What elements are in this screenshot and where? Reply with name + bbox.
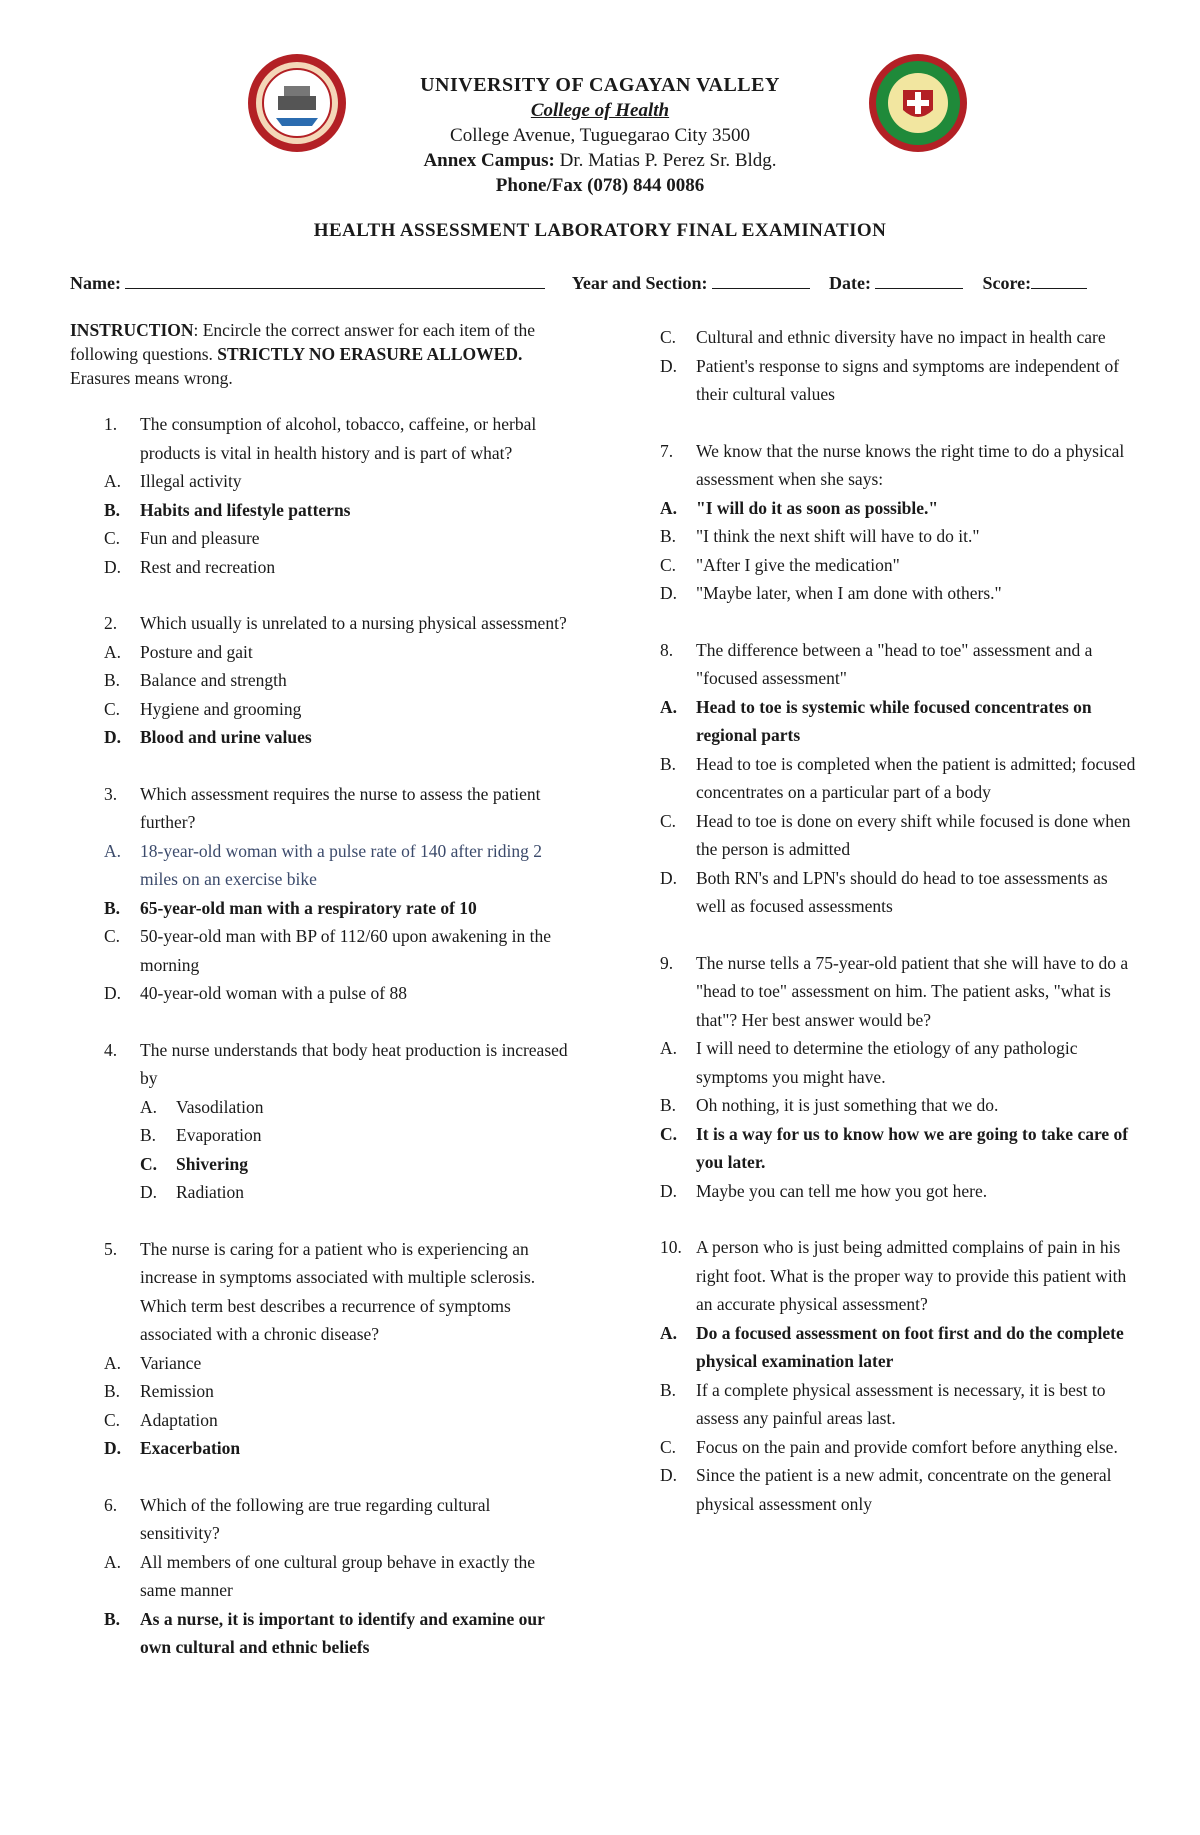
option-text: Maybe you can tell me how you got here. [696,1180,988,1201]
question-5 [70,1235,570,1463]
option-c[interactable] [70,1406,570,1435]
option-text: Head to toe is completed when the patient is admitted; focused concentrates on a particular part of a body [696,753,1136,802]
option-c[interactable] [70,695,570,724]
option-letter: C. [660,1436,677,1457]
option-a[interactable] [70,1548,570,1605]
option-c[interactable] [660,1120,1140,1177]
option-text: Both RN's and LPN's should do head to toe assessments as well as focused assessments [696,867,1108,916]
option-b[interactable] [660,522,1140,551]
question-9 [660,949,1140,1206]
option-letter: A. [104,1551,122,1572]
question-stem: The consumption of alcohol, tobacco, caffeine, or herbal products is vital in health history and is part of what? [140,414,537,463]
question-10 [660,1233,1140,1518]
left-column [70,318,570,1690]
right-column [660,323,1140,1546]
option-c[interactable] [660,323,1140,352]
question-number: 10. [660,1237,682,1257]
option-letter: D. [104,1438,122,1458]
question-stem: Which of the following are true regarding cultural sensitivity? [140,1494,491,1543]
option-d[interactable] [70,553,570,582]
option-d[interactable] [70,723,570,752]
option-a[interactable] [70,837,570,894]
option-b[interactable] [70,894,570,923]
question-8 [660,636,1140,921]
question-stem: We know that the nurse knows the right time to do a physical assessment when she says: [696,440,1125,489]
option-letter: A. [660,1322,678,1343]
option-text: Head to toe is systemic while focused concentrates on regional parts [696,696,1092,745]
option-letter: C. [140,1153,158,1174]
option-text: I will need to determine the etiology of any pathologic symptoms you might have. [696,1038,1078,1087]
option-letter: B. [660,753,677,774]
question-number: 7. [660,440,674,461]
option-a[interactable] [70,1349,570,1378]
option-d[interactable] [660,1461,1140,1518]
option-c[interactable] [660,1433,1140,1462]
question-number: 2. [104,613,118,633]
option-d[interactable] [660,579,1140,608]
question-stem: The difference between a "head to toe" assessment and a "focused assessment" [696,639,1093,688]
option-letter: C. [104,1409,121,1430]
date-field[interactable] [875,270,963,289]
option-letter: C. [104,698,121,719]
option-letter: A. [104,641,122,662]
option-text: Fun and pleasure [140,528,260,548]
option-c[interactable] [70,1150,570,1179]
option-letter: D. [660,1465,678,1485]
option-b[interactable] [660,1091,1140,1120]
option-b[interactable] [660,750,1140,807]
option-b[interactable] [70,496,570,525]
option-letter: A. [104,471,122,491]
option-text: Radiation [176,1182,245,1202]
address: College Avenue, Tuguegarao City 3500 [450,125,750,146]
question-stem: The nurse understands that body heat production is increased by [140,1039,568,1088]
option-letter: B. [660,526,677,546]
college-name: College of Health [530,100,670,121]
question-stem: A person who is just being admitted complains of pain in his right foot. What is the proper way to provide this patient with an accurate physical assessment? [696,1237,1127,1314]
exam-title: HEALTH ASSESSMENT LABORATORY FINAL EXAMINATION [313,220,887,241]
option-letter: B. [104,499,121,520]
option-letter: B. [104,1381,121,1401]
year-section-field[interactable] [712,270,810,289]
question-number: 4. [104,1039,118,1060]
option-c[interactable] [660,551,1140,580]
option-text: Posture and gait [140,641,253,662]
option-text: "I think the next shift will have to do it." [696,526,980,546]
option-text: All members of one cultural group behave in exactly the same manner [140,1551,536,1600]
option-text: Since the patient is a new admit, concentrate on the general physical assessment only [696,1465,1112,1514]
option-letter: B. [104,897,121,918]
annex-campus [0,148,1200,173]
option-text: As a nurse, it is important to identify and examine our own cultural and ethnic beliefs [140,1608,545,1657]
option-d[interactable] [70,979,570,1008]
instruction-text: : Encircle the correct answer for each item of the following questions. [70,320,536,364]
option-text: Exacerbation [140,1438,241,1458]
option-a[interactable] [660,1319,1140,1376]
option-letter: B. [660,1379,677,1400]
question-stem: The nurse is caring for a patient who is experiencing an increase in symptoms associated with multiple sclerosis. Which term best describes a recurrence of symptoms associated with a chronic disease? [140,1238,536,1344]
question-2 [70,609,570,752]
option-letter: D. [104,727,122,747]
question-number: 3. [104,783,118,804]
question-4 [70,1036,570,1207]
option-text: "I will do it as soon as possible." [696,497,939,518]
option-text: Focus on the pain and provide comfort before anything else. [696,1436,1118,1457]
instruction [70,318,570,390]
option-d[interactable] [70,1434,570,1463]
option-text: It is a way for us to know how we are going to take care of you later. [696,1123,1129,1172]
option-text: Patient's response to signs and symptoms are independent of their cultural values [696,355,1120,404]
university-name: UNIVERSITY OF CAGAYAN VALLEY [420,74,780,96]
option-letter: B. [104,1608,121,1629]
option-d[interactable] [70,1178,570,1207]
student-info-line [70,270,1130,294]
option-a[interactable] [660,693,1140,750]
option-d[interactable] [660,1177,1140,1206]
option-b[interactable] [70,1121,570,1150]
option-b[interactable] [70,1605,570,1662]
option-text: "After I give the medication" [696,554,900,575]
option-letter: C. [660,810,677,831]
question-1 [70,410,570,581]
instruction-label: INSTRUCTION [70,320,194,340]
option-text: If a complete physical assessment is necessary, it is best to assess any painful areas last. [696,1379,1106,1428]
phone-fax: Phone/Fax (078) 844 0086 [495,175,705,196]
option-letter: B. [140,1125,157,1145]
option-letter: D. [660,867,678,888]
annex-label: Annex Campus: [423,150,555,171]
option-text: Adaptation [140,1409,218,1430]
option-text: Evaporation [176,1125,262,1145]
option-b[interactable] [70,1377,570,1406]
option-text: Habits and lifestyle patterns [140,499,351,520]
year-section-label: Year and Section: [571,273,708,293]
question-number: 1. [104,414,118,434]
question-6 [70,1491,570,1662]
option-b[interactable] [70,666,570,695]
option-letter: A. [104,1352,122,1373]
option-text: Do a focused assessment on foot first and do the complete physical examination later [696,1322,1124,1371]
option-text: 65-year-old man with a respiratory rate of 10 [140,897,477,918]
option-text: Oh nothing, it is just something that we do. [696,1095,999,1115]
option-text: 40-year-old woman with a pulse of 88 [140,983,407,1003]
date-label: Date: [829,273,871,293]
score-label: Score: [982,273,1032,293]
question-number: 6. [104,1494,118,1515]
option-a[interactable] [70,467,570,496]
score-field[interactable] [1031,270,1087,289]
option-letter: D. [104,556,122,577]
question-stem: Which usually is unrelated to a nursing physical assessment? [140,613,567,633]
instruction-text-end: Erasures means wrong. [70,368,233,388]
option-a[interactable] [70,638,570,667]
option-letter: D. [660,583,678,603]
option-letter: C. [104,528,121,548]
option-letter: A. [140,1096,158,1117]
option-letter: D. [660,355,678,376]
option-c[interactable] [660,807,1140,864]
instruction-emphasis: STRICTLY NO ERASURE ALLOWED. [217,344,523,364]
question-number: 8. [660,639,674,660]
option-text: Cultural and ethnic diversity have no impact in health care [696,327,1106,347]
option-a[interactable] [660,494,1140,523]
question-3 [70,780,570,1008]
option-text: Balance and strength [140,670,287,690]
option-c[interactable] [70,922,570,979]
option-text: Hygiene and grooming [140,698,302,719]
option-text: Variance [140,1352,202,1373]
option-letter: D. [104,983,122,1003]
option-text: Vasodilation [176,1096,264,1117]
annex-value: Dr. Matias P. Perez Sr. Bldg. [554,150,777,171]
option-a[interactable] [70,1093,570,1122]
option-text: 50-year-old man with BP of 112/60 upon awakening in the morning [140,926,551,975]
option-d[interactable] [660,352,1140,409]
option-text: Rest and recreation [140,556,276,577]
question-6-continued [660,323,1140,409]
option-letter: B. [104,670,121,690]
option-text: Blood and urine values [140,727,312,747]
option-letter: B. [660,1095,677,1115]
option-b[interactable] [660,1376,1140,1433]
option-letter: A. [660,1038,678,1058]
option-text: 18-year-old woman with a pulse rate of 140 after riding 2 miles on an exercise bike [140,840,543,889]
option-d[interactable] [660,864,1140,921]
option-text: "Maybe later, when I am done with others." [696,583,1002,603]
question-7 [660,437,1140,608]
option-a[interactable] [660,1034,1140,1091]
option-text: Illegal activity [140,471,242,491]
question-stem: The nurse tells a 75-year-old patient that she will have to do a "head to toe" assessment on him. The patient asks, "what is that"? Her best answer would be? [696,952,1129,1030]
option-letter: A. [660,696,678,717]
option-letter: C. [660,1123,678,1144]
option-c[interactable] [70,524,570,553]
option-letter: C. [660,554,677,575]
option-letter: A. [660,497,678,518]
option-letter: D. [660,1180,678,1201]
option-text: Remission [140,1381,214,1401]
question-stem: Which assessment requires the nurse to assess the patient further? [140,783,541,832]
option-letter: D. [140,1182,158,1202]
option-letter: A. [104,840,122,861]
letterhead [0,72,1200,198]
option-text: Head to toe is done on every shift while focused is done when the person is admitted [696,810,1131,859]
option-letter: C. [660,327,677,347]
question-number: 5. [104,1238,118,1259]
name-field[interactable] [125,270,545,289]
option-text: Shivering [176,1153,248,1174]
option-letter: C. [104,926,121,946]
question-number: 9. [660,952,674,973]
name-label: Name: [70,273,121,293]
